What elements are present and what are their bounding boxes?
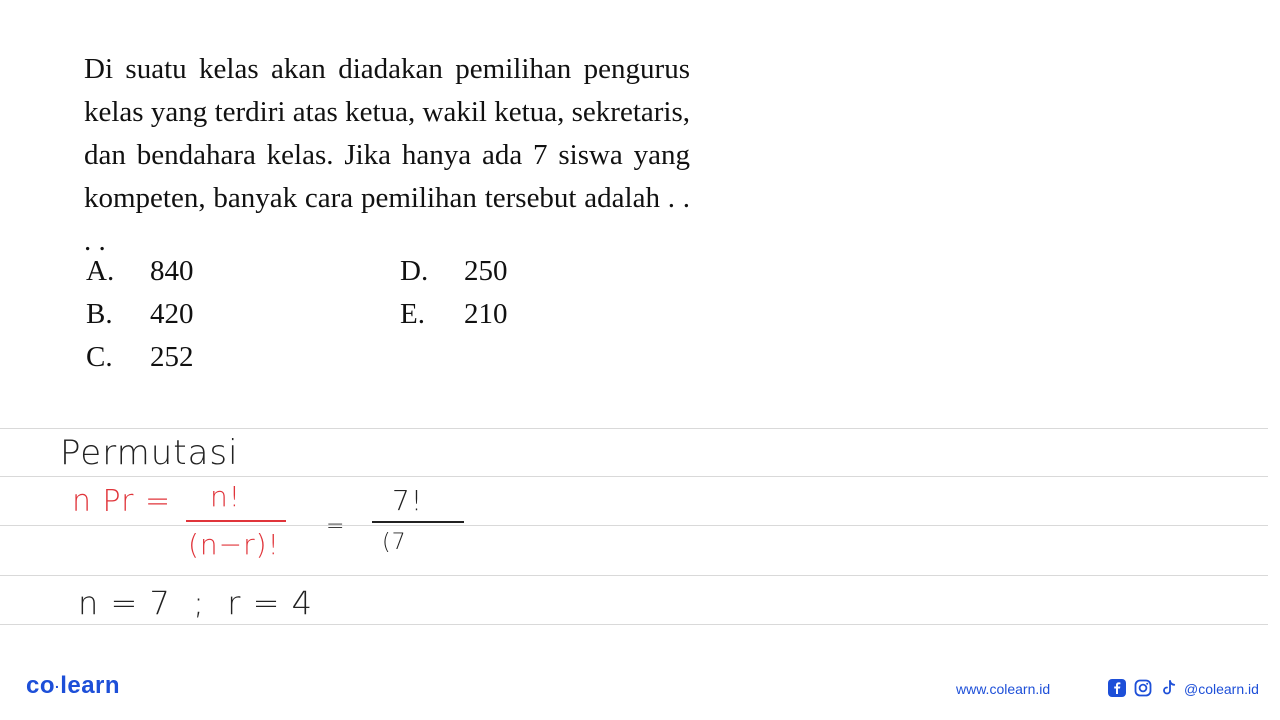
choice-c: [86, 336, 194, 379]
choice-letter: D.: [400, 255, 429, 287]
fraction-bar: [372, 521, 464, 523]
choice-e: [400, 293, 508, 336]
logo-dot-icon: ·: [55, 678, 61, 695]
given-values: n = 7 ; r = 4: [78, 584, 313, 622]
choice-value: 420: [150, 298, 194, 330]
choice-letter: A.: [86, 255, 115, 287]
website-link[interactable]: www.colearn.id: [956, 681, 1051, 697]
denominator-value: (7: [382, 530, 407, 555]
equals-sign: =: [326, 514, 346, 539]
choice-d: [400, 250, 508, 293]
choice-value: 250: [464, 255, 508, 287]
formula-lhs: n Pr =: [72, 484, 172, 519]
choice-value: 840: [150, 255, 194, 287]
choice-letter: B.: [86, 298, 113, 330]
question-text: Di suatu kelas akan diadakan pemilihan pengurus kelas yang terdiri atas ketua, wakil ketua, sekretaris, dan bendahara kelas. Jika hanya ada 7 siswa yang kompeten, banyak cara pemilihan tersebut adalah . . . .: [84, 53, 690, 257]
choice-value: 210: [464, 298, 508, 330]
tiktok-icon[interactable]: [1160, 679, 1178, 697]
numerator-value: 7!: [392, 484, 424, 517]
formula-denominator: (n−r)!: [188, 528, 280, 561]
logo-text-left: co: [26, 672, 56, 699]
ruled-line: [0, 525, 1268, 526]
choice-a: [86, 250, 194, 293]
choice-b: [86, 293, 194, 336]
choice-letter: E.: [400, 298, 425, 330]
colearn-logo: [26, 672, 120, 700]
notes-heading: Permutasi: [60, 433, 239, 473]
ruled-line: [0, 428, 1268, 429]
choice-value: 252: [150, 341, 194, 373]
fraction-bar: [186, 520, 286, 522]
choice-letter: C.: [86, 341, 113, 373]
ruled-line: [0, 476, 1268, 477]
logo-text-right: learn: [60, 672, 121, 699]
facebook-icon[interactable]: [1108, 679, 1126, 697]
ruled-line: [0, 624, 1268, 625]
social-handle[interactable]: @colearn.id: [1184, 681, 1259, 697]
ruled-line: [0, 575, 1268, 576]
instagram-icon[interactable]: [1134, 679, 1152, 697]
formula-numerator: n!: [210, 480, 241, 513]
